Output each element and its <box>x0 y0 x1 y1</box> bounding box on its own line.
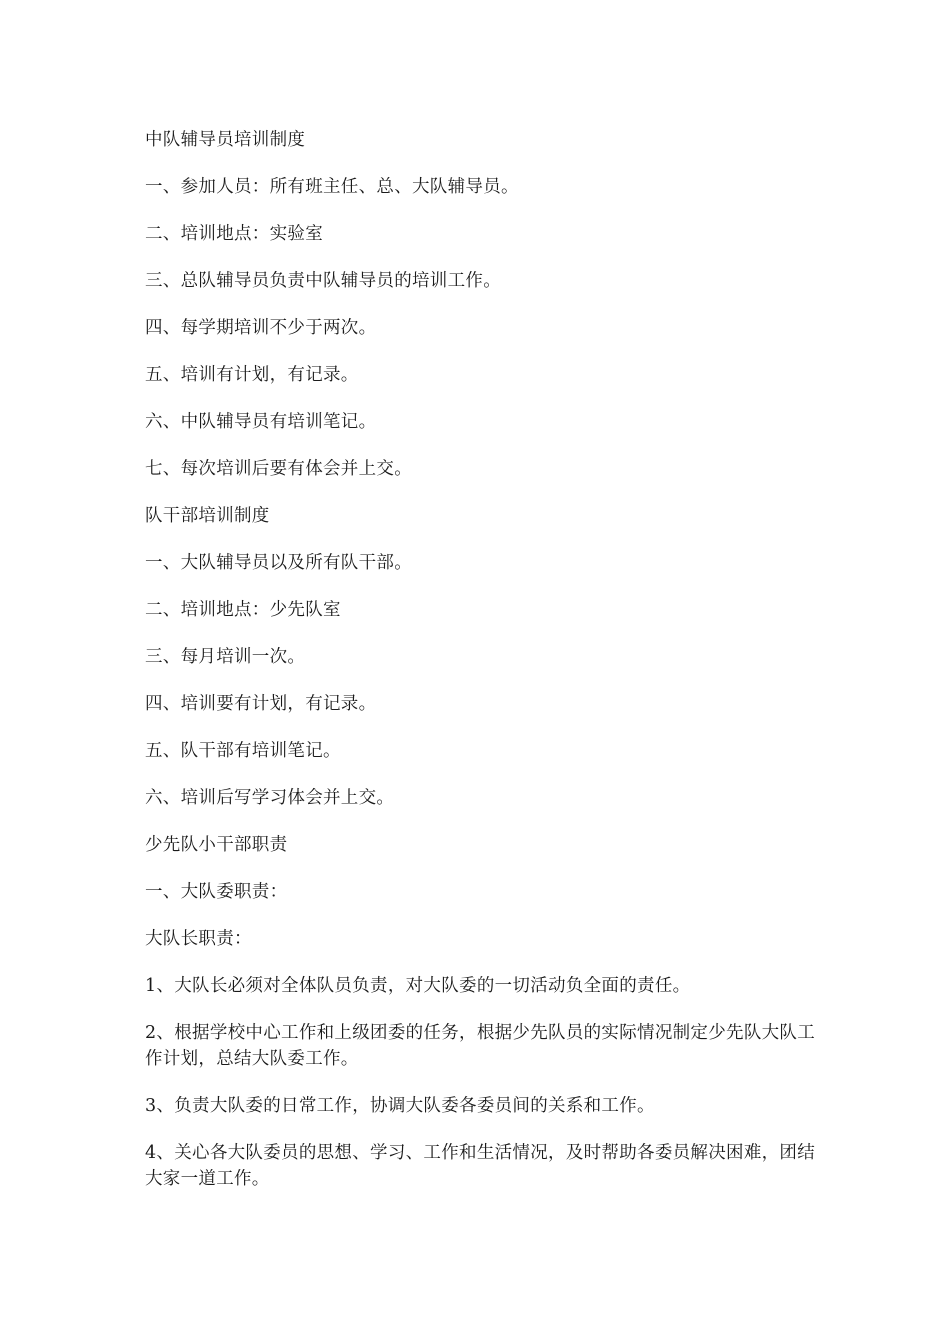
paragraph: 一、大队辅导员以及所有队干部。 <box>145 553 412 573</box>
paragraph: 三、每月培训一次。 <box>145 647 306 667</box>
paragraph: 大队长职责： <box>145 929 252 949</box>
paragraph: 二、培训地点：实验室 <box>145 224 323 244</box>
document-body <box>145 127 825 1213</box>
section-title-counselor-training: 中队辅导员培训制度 <box>145 130 306 150</box>
paragraph: 五、队干部有培训笔记。 <box>145 741 341 761</box>
paragraph: 4、关心各大队委员的思想、学习、工作和生活情况，及时帮助各委员解决困难，团结大家一道工作。 <box>145 1143 816 1189</box>
section-title-cadre-duties: 少先队小干部职责 <box>145 835 288 855</box>
paragraph: 一、大队委职责： <box>145 882 288 902</box>
paragraph: 六、培训后写学习体会并上交。 <box>145 788 395 808</box>
paragraph: 1、大队长必须对全体队员负责，对大队委的一切活动负全面的责任。 <box>145 976 691 996</box>
paragraph: 2、根据学校中心工作和上级团委的任务，根据少先队员的实际情况制定少先队大队工作计划，总结大队委工作。 <box>145 1023 816 1069</box>
paragraph: 一、参加人员：所有班主任、总、大队辅导员。 <box>145 177 519 197</box>
section-title-cadre-training: 队干部培训制度 <box>145 506 270 526</box>
paragraph: 七、每次培训后要有体会并上交。 <box>145 459 412 479</box>
paragraph: 五、培训有计划，有记录。 <box>145 365 359 385</box>
paragraph: 四、每学期培训不少于两次。 <box>145 318 377 338</box>
paragraph: 三、总队辅导员负责中队辅导员的培训工作。 <box>145 271 501 291</box>
paragraph: 二、培训地点：少先队室 <box>145 600 341 620</box>
paragraph: 四、培训要有计划，有记录。 <box>145 694 377 714</box>
paragraph: 六、中队辅导员有培训笔记。 <box>145 412 377 432</box>
paragraph: 3、负责大队委的日常工作，协调大队委各委员间的关系和工作。 <box>145 1096 655 1116</box>
